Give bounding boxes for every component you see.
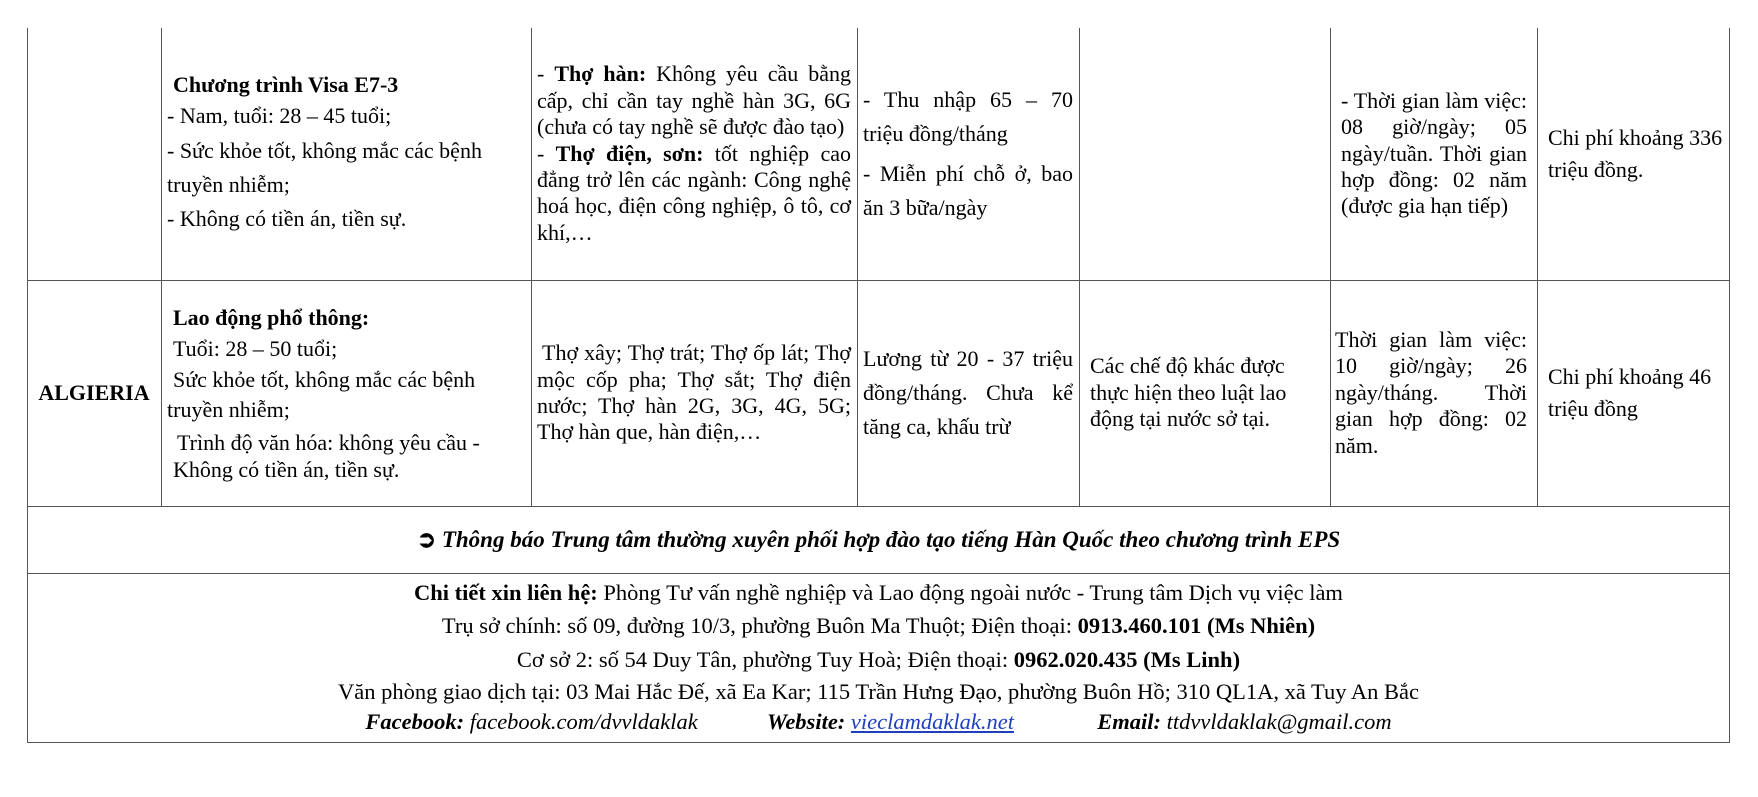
income-cell: Lương từ 20 - 37 triệu đồng/tháng. Chưa kể tăng ca, khấu trừ [858,280,1080,506]
contact-line-online: Facebook: facebook.com/dvvldaklak Website: vieclamdaklak.net Email: ttdvvldaklak@gmail.com [365,709,1392,735]
requirement-line: Sức khỏe tốt, không mắc các bệnh truyền nhiễm; [167,366,476,423]
requirement-line: - Sức khỏe tốt, không mắc các bệnh truyền nhiễm; [167,137,482,197]
notice-text: Thông báo Trung tâm thường xuyên phối hợp đào tạo tiếng Hàn Quốc theo chương trình EPS [441,526,1341,552]
contact-line-office: Chi tiết xin liên hệ: Phòng Tư vấn nghề nghiệp và Lao động ngoài nước - Trung tâm Dịch vụ việc làm [414,579,1343,605]
contact-row [28,573,1730,742]
requirement-line: Trình độ văn hóa: không yêu cầu - Không có tiền án, tiền sự. [173,430,480,482]
contact-cell [28,573,1730,742]
requirement-line: - Không có tiền án, tiền sự. [167,205,407,231]
benefits-cell [1080,28,1331,280]
facebook-link[interactable]: facebook.com/dvvldaklak [469,709,698,735]
cost-cell: Chi phí khoảng 336 triệu đồng. [1538,28,1730,280]
job-item-welder: - Thợ hàn: Không yêu cầu bằng cấp, chỉ cần tay nghề hàn 3G, 6G (chưa có tay nghề sẽ được đào tạo) [537,61,852,140]
working-time-cell: Thời gian làm việc: 10 giờ/ngày; 26 ngày/tháng. Thời gian hợp đồng: 02 năm. [1331,280,1538,506]
table-row-algeria [28,280,1730,506]
table-row-visa-e7-3 [28,28,1730,280]
contact-line-headquarters: Trụ sở chính: số 09, đường 10/3, phường Buôn Ma Thuột; Điện thoại: 0913.460.101 (Ms Nhiên) [441,613,1316,639]
requirements-cell [162,280,532,506]
document-page [27,28,1729,743]
benefits-cell: Các chế độ khác được thực hiện theo luật lao động tại nước sở tại. [1080,280,1331,506]
labor-export-table [27,28,1730,743]
phone-linh: 0962.020.435 (Ms Linh) [1013,647,1241,672]
requirements-heading: Chương trình Visa E7-3 [173,71,399,97]
requirements-heading: Lao động phổ thông: [173,305,370,331]
country-cell [28,280,162,506]
income-line: - Miễn phí chỗ ở, bao ăn 3 bữa/ngày [863,160,1073,220]
email-link[interactable]: ttdvvldaklak@gmail.com [1166,709,1392,735]
requirement-line: Tuổi: 28 – 50 tuổi; [173,335,338,361]
jobs-cell [532,28,858,280]
country-cell [28,28,162,280]
country-name: ALGIERIA [38,380,150,406]
phone-nhien: 0913.460.101 (Ms Nhiên) [1077,613,1316,639]
cost-cell: Chi phí khoảng 46 triệu đồng [1538,280,1730,506]
working-time-cell: - Thời gian làm việc: 08 giờ/ngày; 05 ngày/tuần. Thời gian hợp đồng: 02 năm (được gia hạn tiếp) [1331,28,1538,280]
arrow-icon: ➲ [416,526,437,552]
jobs-cell: Thợ xây; Thợ trát; Thợ ốp lát; Thợ mộc cốp pha; Thợ sắt; Thợ điện nước; Thợ hàn 2G, 3G, 4G, 5G; Thợ hàn que, hàn điện,… [532,280,858,506]
notice-cell [28,506,1730,573]
requirements-cell [162,28,532,280]
notice-row [28,506,1730,573]
requirement-line: - Nam, tuổi: 28 – 45 tuổi; [167,103,392,129]
contact-line-transaction-offices: Văn phòng giao dịch tại: 03 Mai Hắc Đế, xã Ea Kar; 115 Trần Hưng Đạo, phường Buôn Hồ; 310 QL1A, xã Tuy An Bắc [338,678,1419,704]
website-link[interactable]: vieclamdaklak.net [850,709,1014,735]
income-cell [858,28,1080,280]
job-item-electrician: - Thợ điện, sơn: tốt nghiệp cao đẳng trở lên các ngành: Công nghệ hoá học, điện công nghiệp, ô tô, cơ khí,… [537,140,851,245]
contact-line-branch-2: Cơ sở 2: số 54 Duy Tân, phường Tuy Hoà; Điện thoại: 0962.020.435 (Ms Linh) [516,647,1241,672]
income-line: - Thu nhập 65 – 70 triệu đồng/tháng [863,86,1073,146]
